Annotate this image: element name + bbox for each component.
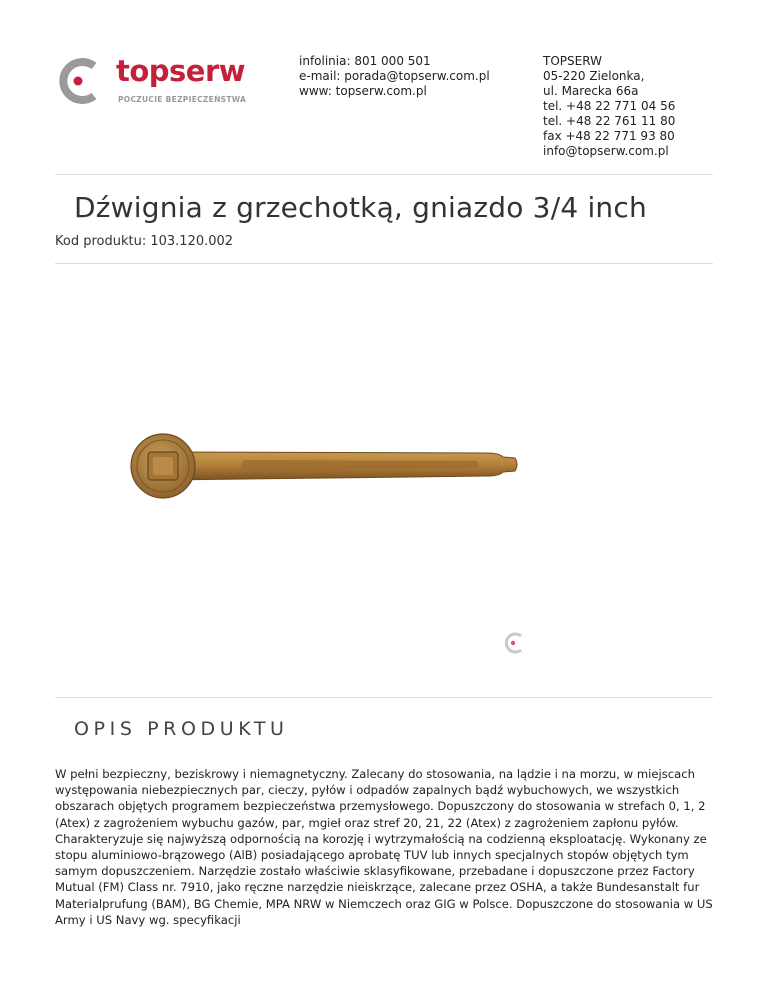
hotline-text: infolinia: 801 000 501 bbox=[299, 54, 431, 68]
phone-1: tel. +48 22 771 04 56 bbox=[543, 99, 676, 113]
phone-2: tel. +48 22 761 11 80 bbox=[543, 114, 676, 128]
company-name: TOPSERW bbox=[543, 54, 602, 68]
product-title: Dźwignia z grzechotką, gniazdo 3/4 inch bbox=[74, 191, 647, 224]
brand-tagline: POCZUCIE BEZPIECZEŃSTWA bbox=[118, 95, 247, 104]
email-link[interactable]: e-mail: porada@topserw.com.pl bbox=[299, 69, 490, 83]
description-body: W pełni bezpieczny, beziskrowy i niemagnetyczny. Zalecany do stosowania, na lądzie i na morzu, w miejscach występowania niebezpiecznych par, cieczy, pyłów i odpadów zapalnych bądź wybuchowych, we wszystkich obszarach objętych programem bezpieczeństwa przemysłowego. Dopuszczony do stosowania w strefach 0, 1, 2 (Atex) z zagrożeniem wybuchu gazów, par, mgieł oraz stref 20, 21, 22 (Atex) z zagrożeniem zapłonu pyłów. Charakteryzuje się najwyższą odpornością na korozję i wytrzymałością na codzienną eksploatację. Wykonany ze stopu aluminiowo-brązowego (AlB) posiadającego aprobatę TUV lub innych specjalnych stopów objętych tym samym dopuszczeniem. Narzędzie zostało właściwie sklasyfikowane, przebadane i dopuszczone przez Factory Mutual (FM) Class nr. 7910, jako ręczne narzędzie nieiskrzące, zalecane przez OSHA, a także Bundesanstalt fur Materialprufung (BAM), BG Chemie, MPA NRW w Niemczech oraz GIG w Polsce. Dopuszczone do stosowania w US Army i US Navy wg. specyfikacji bbox=[55, 767, 713, 927]
company-email-link[interactable]: info@topserw.com.pl bbox=[543, 144, 669, 158]
address-city: 05-220 Zielonka, bbox=[543, 69, 645, 83]
fax: fax +48 22 771 93 80 bbox=[543, 129, 675, 143]
description-heading: OPIS PRODUKTU bbox=[74, 718, 289, 740]
header-divider bbox=[55, 174, 713, 175]
website-link[interactable]: www: topserw.com.pl bbox=[299, 84, 427, 98]
brand-logo[interactable] bbox=[54, 54, 254, 108]
address-street: ul. Marecka 66a bbox=[543, 84, 639, 98]
company-address bbox=[543, 54, 675, 159]
product-image bbox=[115, 300, 535, 660]
watermark-logo-icon bbox=[501, 630, 527, 656]
contact-info-lines bbox=[299, 54, 490, 99]
logo-ring-icon bbox=[54, 54, 110, 108]
brand-name: topserw bbox=[116, 54, 246, 88]
image-divider bbox=[55, 697, 713, 698]
title-divider bbox=[55, 263, 713, 264]
ratchet-wrench-icon bbox=[115, 300, 535, 660]
product-code: Kod produktu: 103.120.002 bbox=[55, 234, 234, 249]
